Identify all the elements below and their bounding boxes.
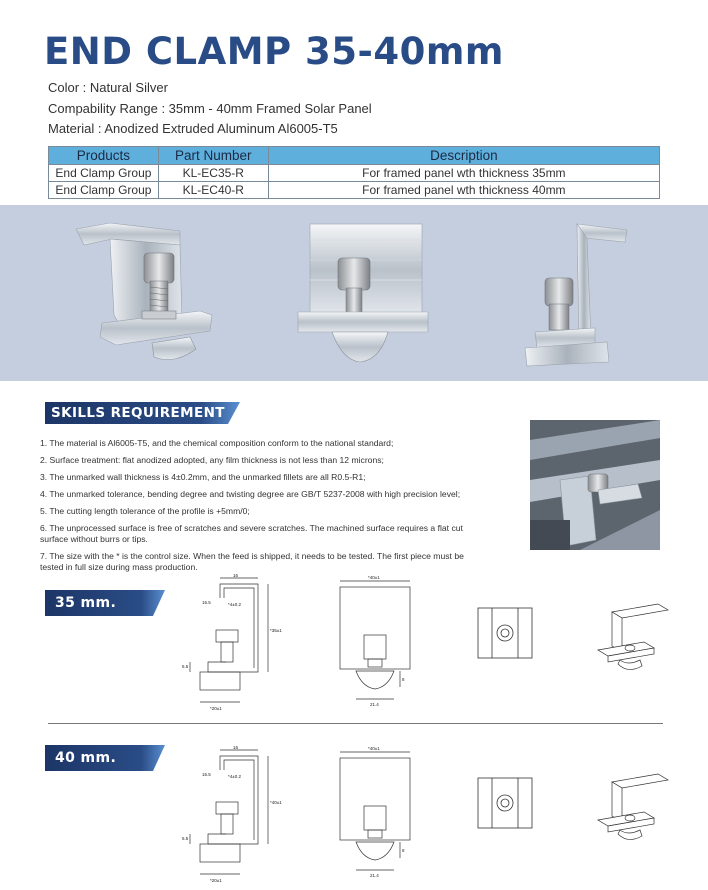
skills-heading: SKILLS REQUIREMENT [51,405,225,421]
side-drawing-35 [180,572,280,714]
dim-inner: 16.5 [202,772,211,777]
top-view-35 [470,602,540,662]
dim-base: *20±1 [210,706,222,711]
spec-color: Color : Natural Silver [48,80,168,95]
top-view-40 [470,772,540,832]
cell-description: For framed panel wth thickness 40mm [268,182,659,199]
spec-range: Compability Range : 35mm - 40mm Framed Solar Panel [48,101,372,116]
dim-top: 16 [233,573,239,578]
page-title: END CLAMP 35-40mm [44,30,504,73]
col-products: Products [49,147,159,165]
table-row [49,182,660,199]
dim-top: 16 [233,745,239,750]
iso-view-35 [588,600,678,680]
col-part-number: Part Number [158,147,268,165]
dim-wall: *4±0.2 [228,602,241,607]
installed-clamp-photo [530,420,660,550]
list-item: 2. Surface treatment: flat anodized adopted, any film thickness is not less than 12 microns; [40,455,384,465]
cell-part-number: KL-EC40-R [158,182,268,199]
side-drawing-40 [180,744,280,886]
front-drawing-35 [330,575,420,710]
cell-description: For framed panel wth thickness 35mm [268,165,659,182]
col-description: Description [268,147,659,165]
dim-hole: 8 [402,848,405,853]
table-row [49,165,660,182]
dim-wall: *4±0.2 [228,774,241,779]
list-item: 7. The size with the * is the control size. When the feed is shipped, it needs to be tested. The first piece must be tested in full size during mass production. [40,551,464,572]
size-40-label [45,745,165,771]
cell-part-number: KL-EC35-R [158,165,268,182]
dim-bottom: 21.4 [370,873,379,878]
dim-width: *40±1 [368,575,380,580]
size-40-text: 40 mm. [55,750,117,766]
list-item: 3. The unmarked wall thickness is 4±0.2mm, and the unmarked fillets are all R0.5-R1; [40,472,366,482]
iso-view-40 [588,770,678,850]
size-35-text: 35 mm. [55,595,117,611]
product-table [48,146,660,199]
front-drawing-40 [330,746,420,881]
spec-material: Material : Anodized Extruded Aluminum Al6005-T5 [48,121,338,136]
dim-bolt: 6.5 [182,836,189,841]
section-divider [48,723,663,724]
clamp-photo-front [292,220,442,370]
dim-height: *40±1 [270,800,282,805]
clamp-photo-side [515,220,645,370]
dim-base: *20±1 [210,878,222,883]
skills-requirement-label [45,402,240,424]
dim-bolt: 6.5 [182,664,189,669]
list-item: 4. The unmarked tolerance, bending degree and twisting degree are GB/T 5237-2008 with high precision level; [40,489,461,499]
dim-hole: 8 [402,677,405,682]
list-item: 5. The cutting length tolerance of the profile is +5mm/0; [40,506,250,516]
dim-inner: 16.5 [202,600,211,605]
list-item: 6. The unprocessed surface is free of scratches and severe scratches. The machined surface requires a flat cut surface without burrs or tips. [40,523,463,544]
clamp-photo-angled [70,215,270,375]
dim-bottom: 21.4 [370,702,379,707]
requirements-list [40,438,480,579]
list-item: 1. The material is Al6005-T5, and the chemical composition conform to the national standard; [40,438,394,448]
dim-height: *35±1 [270,628,282,633]
table-header-row [49,147,660,165]
cell-product: End Clamp Group [49,182,159,199]
size-35-label [45,590,165,616]
cell-product: End Clamp Group [49,165,159,182]
dim-width: *40±1 [368,746,380,751]
